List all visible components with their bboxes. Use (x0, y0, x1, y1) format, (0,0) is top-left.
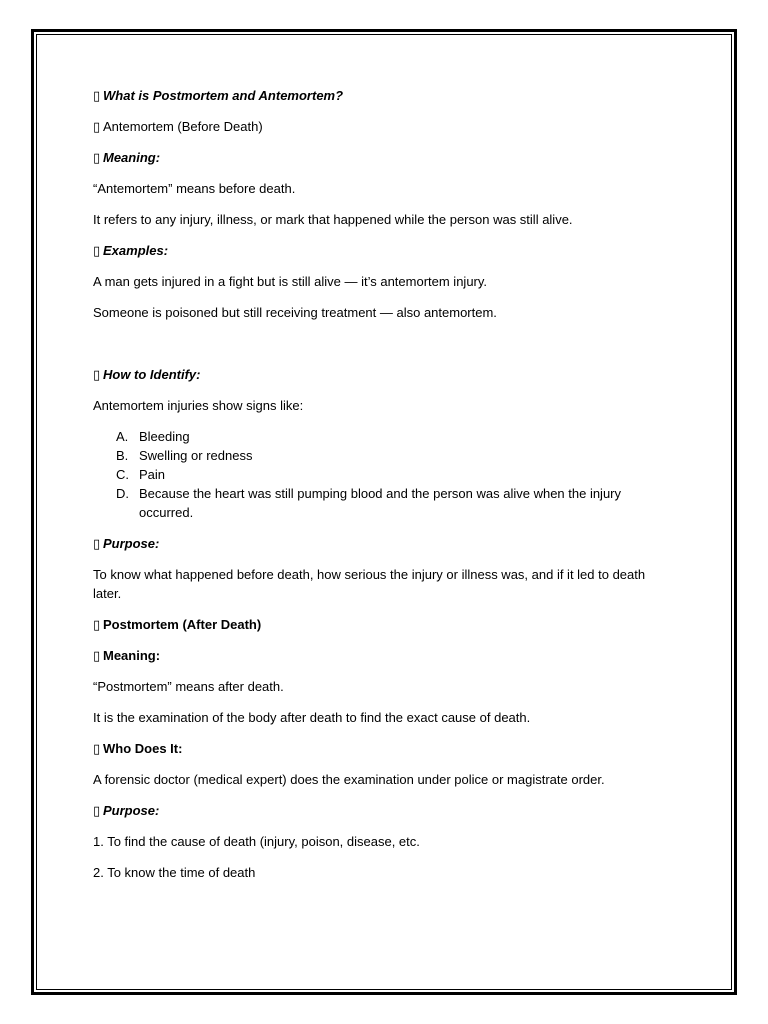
bullet-glyph-icon: ▯ (93, 367, 101, 382)
postmortem-purpose-1: 1. To find the cause of death (injury, poison, disease, etc. (93, 834, 420, 849)
list-marker: B. (116, 448, 129, 463)
antemortem-identify-intro: Antemortem injuries show signs like: (93, 398, 304, 413)
bullet-glyph-icon: ▯ (93, 536, 101, 551)
postmortem-who-text: A forensic doctor (medical expert) does the examination under police or magistrate order. (93, 772, 605, 787)
bullet-glyph-icon: ▯ (93, 243, 101, 258)
list-marker: C. (116, 467, 129, 482)
bullet-glyph-icon: ▯ (93, 648, 101, 663)
postmortem-purpose-label: ▯ Purpose: (93, 803, 160, 818)
list-marker: A. (116, 429, 129, 444)
list-item-text: Because the heart was still pumping blood and the person was alive when the injury occurred. (139, 486, 622, 520)
document-body (93, 86, 663, 894)
antemortem-meaning-1: “Antemortem” means before death. (93, 181, 296, 196)
bullet-glyph-icon: ▯ (93, 119, 101, 134)
postmortem-meaning-2: It is the examination of the body after death to find the exact cause of death. (93, 710, 531, 725)
bullet-glyph-icon: ▯ (93, 803, 101, 818)
blank-line (93, 334, 663, 365)
antemortem-identify-label: ▯ How to Identify: (93, 367, 201, 382)
main-heading: ▯ What is Postmortem and Antemortem? (93, 88, 344, 103)
postmortem-purpose-2: 2. To know the time of death (93, 865, 256, 880)
list-item (93, 465, 663, 484)
list-item (93, 427, 663, 446)
antemortem-example-1: A man gets injured in a fight but is still alive — it’s antemortem injury. (93, 274, 488, 289)
list-item-text: Bleeding (139, 429, 190, 444)
antemortem-purpose-text: To know what happened before death, how serious the injury or illness was, and if it led to death later. (93, 567, 646, 601)
list-item (93, 446, 663, 465)
postmortem-who-label: ▯ Who Does It: (93, 741, 183, 756)
antemortem-purpose-label: ▯ Purpose: (93, 536, 160, 551)
bullet-glyph-icon: ▯ (93, 88, 101, 103)
bullet-glyph-icon: ▯ (93, 741, 101, 756)
bullet-glyph-icon: ▯ (93, 617, 101, 632)
antemortem-meaning-2: It refers to any injury, illness, or mark that happened while the person was still alive. (93, 212, 573, 227)
postmortem-title: ▯ Postmortem (After Death) (93, 617, 262, 632)
antemortem-title: ▯ Antemortem (Before Death) (93, 119, 263, 134)
bullet-glyph-icon: ▯ (93, 150, 101, 165)
signs-list (93, 427, 663, 522)
antemortem-meaning-label: ▯ Meaning: (93, 150, 161, 165)
list-item-text: Swelling or redness (139, 448, 253, 463)
list-item (93, 484, 663, 522)
list-item-text: Pain (139, 467, 166, 482)
list-marker: D. (116, 486, 129, 501)
postmortem-meaning-1: “Postmortem” means after death. (93, 679, 284, 694)
postmortem-meaning-label: ▯ Meaning: (93, 648, 161, 663)
antemortem-example-2: Someone is poisoned but still receiving treatment — also antemortem. (93, 305, 497, 320)
antemortem-examples-label: ▯ Examples: (93, 243, 169, 258)
